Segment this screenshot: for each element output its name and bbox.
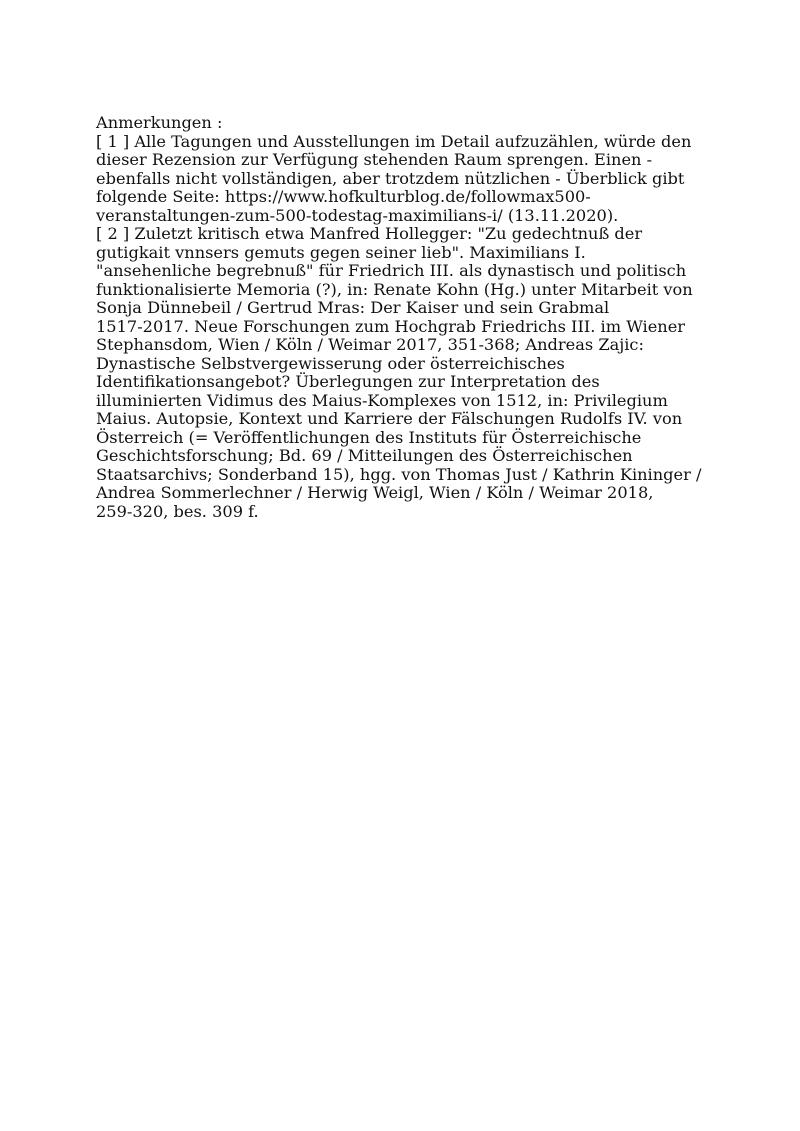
footnote-line: gutigkait vnnsers gemuts gegen seiner lieb". Maximilians I.	[96, 242, 586, 262]
footnote-1	[96, 133, 716, 226]
footnote-line: Österreich (= Veröffentlichungen des Instituts für Österreichische	[96, 427, 642, 447]
footnote-line: illuminierten Vidimus des Maius-Komplexes von 1512, in: Privilegium	[96, 390, 668, 410]
footnote-line: dieser Rezension zur Verfügung stehenden Raum sprengen. Einen -	[96, 150, 653, 169]
footnote-line: veranstaltungen-zum-500-todestag-maximilians-i/ (13.11.2020).	[96, 205, 619, 225]
footnote-line: Maius. Autopsie, Kontext und Karriere der Fälschungen Rudolfs IV. von	[96, 409, 683, 428]
footnote-line: Andrea Sommerlechner / Herwig Weigl, Wien / Köln / Weimar 2018,	[96, 483, 654, 502]
footnote-line: [ 2 ] Zuletzt kritisch etwa Manfred Hollegger: "Zu gedechtnuß der	[96, 224, 643, 243]
footnote-line: [ 1 ] Alle Tagungen und Ausstellungen im Detail aufzuzählen, würde den	[96, 131, 692, 151]
footnote-line: ebenfalls nicht vollständigen, aber trotzdem nützlichen - Überblick gibt	[96, 168, 685, 188]
footnote-line: 259-320, bes. 309 f.	[96, 501, 259, 521]
footnote-line: Dynastische Selbstvergewisserung oder österreichisches	[96, 353, 565, 373]
footnote-line: 1517-2017. Neue Forschungen zum Hochgrab Friedrichs III. im Wiener	[96, 316, 686, 336]
footnote-line: Stephansdom, Wien / Köln / Weimar 2017, 351-368; Andreas Zajic:	[96, 335, 644, 354]
footnote-2	[96, 225, 716, 521]
footnote-line: funktionalisierte Memoria (?), in: Renate Kohn (Hg.) unter Mitarbeit von	[96, 279, 693, 299]
footnote-line: Identifikationsangebot? Überlegungen zur Interpretation des	[96, 372, 600, 391]
footnote-line: Geschichtsforschung; Bd. 69 / Mitteilungen des Österreichischen	[96, 446, 633, 465]
footnote-line: "ansehenliche begrebnuß" für Friedrich III. als dynastisch und politisch	[96, 261, 687, 280]
footnotes-page	[96, 114, 716, 521]
footnote-line: folgende Seite: https://www.hofkulturblog.de/followmax500-	[96, 187, 591, 206]
footnote-line: Sonja Dünnebeil / Gertrud Mras: Der Kaiser und sein Grabmal	[96, 298, 610, 317]
footnote-line: Staatsarchivs; Sonderband 15), hgg. von Thomas Just / Kathrin Kininger /	[96, 464, 702, 484]
notes-heading: Anmerkungen :	[96, 113, 223, 132]
